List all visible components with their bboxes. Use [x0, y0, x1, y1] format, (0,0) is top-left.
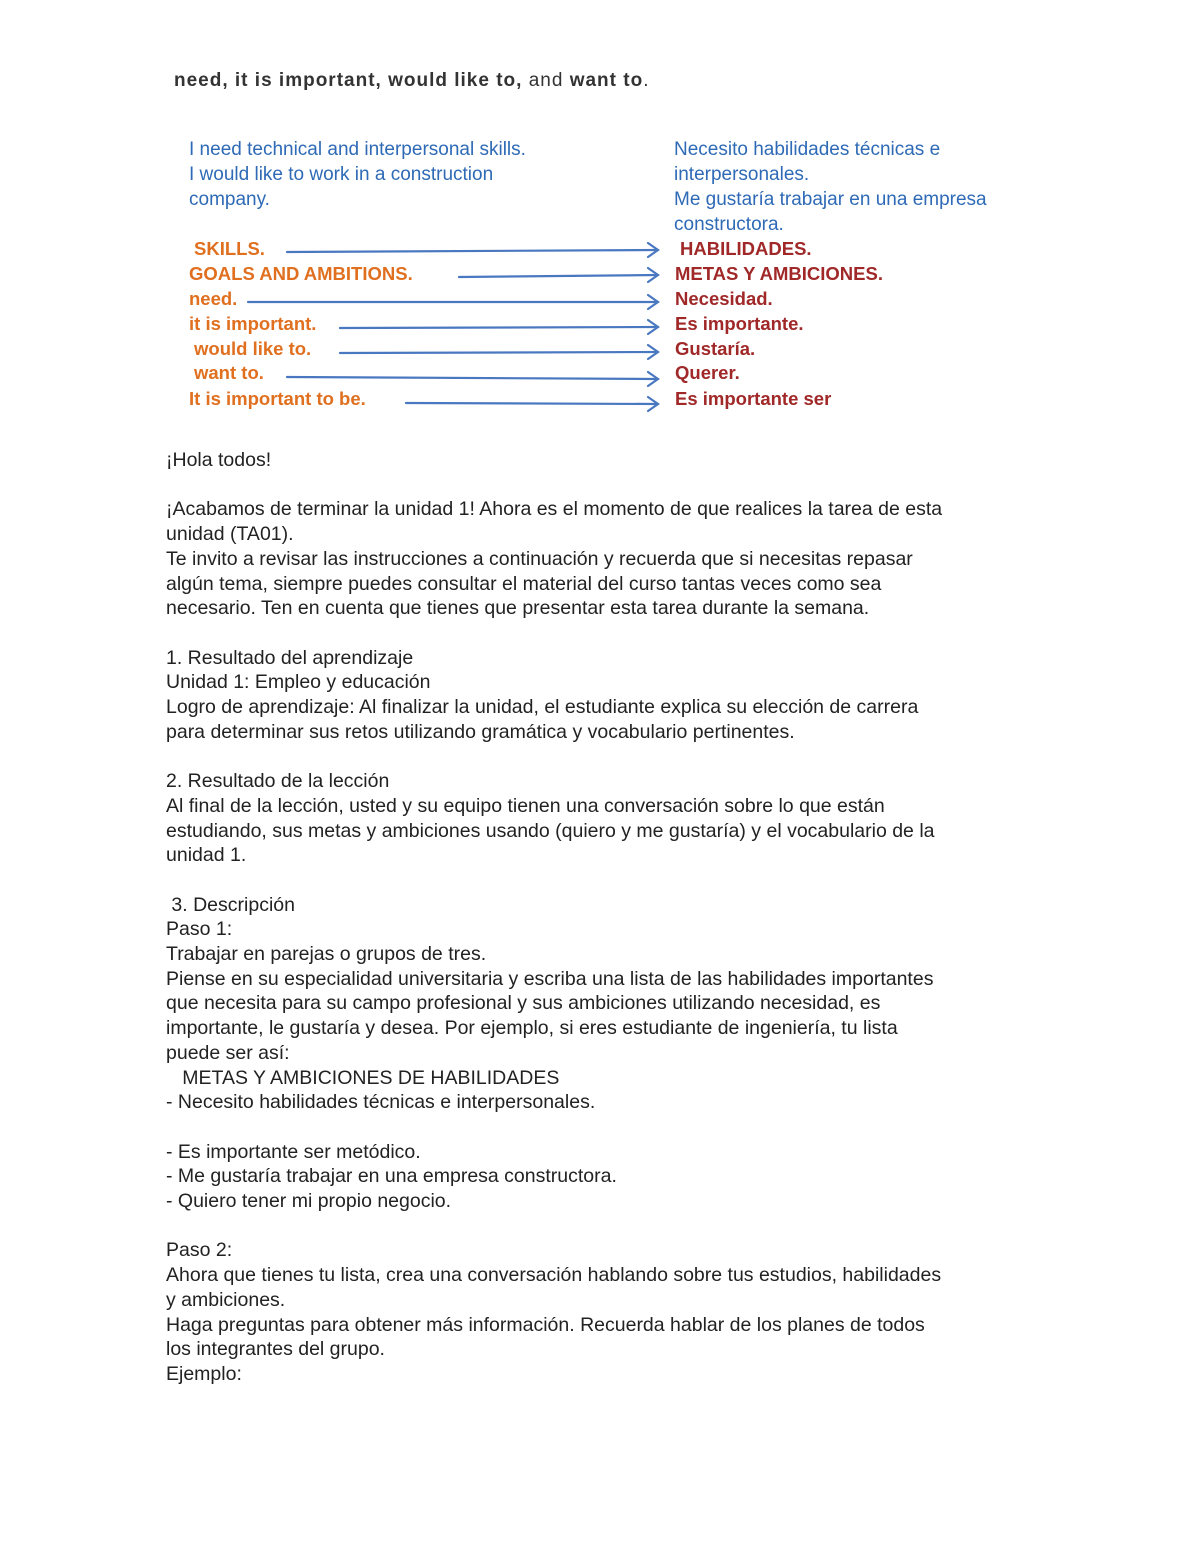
- body-line: - Es importante ser metódico.: [166, 1140, 421, 1163]
- arrow-important: [340, 327, 658, 328]
- vocab-en-want: want to.: [194, 362, 264, 383]
- body-line: 2. Resultado de la lección: [166, 770, 390, 793]
- intro-important: it is important,: [234, 70, 382, 91]
- arrow-would-like: [340, 352, 658, 353]
- body-line: Logro de aprendizaje: Al finalizar la unidad, el estudiante explica su elección de carrera: [166, 696, 919, 718]
- vocab-arrows: [0, 0, 1200, 430]
- body-line: y ambiciones.: [166, 1288, 286, 1311]
- vocab-en-important-be: It is important to be.: [189, 388, 366, 409]
- body-line: Te invito a revisar las instrucciones a continuación y recuerda que si necesitas repasar: [166, 547, 913, 570]
- body-line: ¡Acabamos de terminar la unidad 1! Ahora es el momento de que realices la tarea de esta: [166, 498, 943, 521]
- body-line: - Me gustaría trabajar en una empresa constructora.: [166, 1165, 617, 1188]
- vocab-en-need: need.: [189, 288, 238, 309]
- body-line: unidad 1.: [166, 844, 247, 867]
- body-line: 3. Descripción: [166, 893, 295, 916]
- vocab-en-goals: GOALS AND AMBITIONS.: [189, 263, 413, 284]
- arrow-important-be: [406, 403, 658, 404]
- body-line: unidad (TA01).: [166, 523, 294, 546]
- vocab-en-would-like: would like to.: [194, 338, 312, 359]
- example-en-line: I need technical and interpersonal skills.: [189, 139, 526, 160]
- example-es-line: Me gustaría trabajar en una empresa: [674, 189, 987, 210]
- vocab-es-habilidades: HABILIDADES.: [680, 238, 812, 259]
- body-line: ¡Hola todos!: [166, 449, 272, 471]
- arrow-goals: [459, 275, 658, 277]
- body-line: estudiando, sus metas y ambiciones usando (quiero y me gustaría) y el vocabulario de la: [166, 819, 935, 842]
- body-line: importante, le gustaría y desea. Por ejemplo, si eres estudiante de ingeniería, tu lista: [166, 1017, 898, 1040]
- arrow-skills: [287, 250, 658, 252]
- body-line: necesario. Ten en cuenta que tienes que presentar esta tarea durante la semana.: [166, 597, 870, 620]
- blank-line: [166, 1214, 1066, 1239]
- example-es-line: Necesito habilidades técnicas e: [674, 139, 941, 160]
- vocab-es-querer: Querer.: [675, 362, 740, 383]
- vocab-es-gustaria: Gustaría.: [675, 338, 756, 359]
- body-line: Paso 1:: [166, 918, 233, 941]
- intro-would-like: would like to,: [388, 70, 523, 91]
- body-line: Ejemplo:: [166, 1362, 242, 1385]
- blank-line: [166, 473, 1066, 498]
- intro-need: need,: [174, 70, 229, 91]
- example-es-line: constructora.: [674, 214, 784, 235]
- body-line: - Quiero tener mi propio negocio.: [166, 1190, 452, 1213]
- body-line: que necesita para su campo profesional y sus ambiciones utilizando necesidad, es: [166, 992, 881, 1015]
- blank-line: [166, 868, 1066, 893]
- example-en-line: company.: [189, 189, 270, 210]
- vocab-en-important: it is important.: [189, 313, 317, 334]
- blank-line: [166, 621, 1066, 646]
- example-es-line: interpersonales.: [674, 164, 810, 185]
- body-line: Unidad 1: Empleo y educación: [166, 671, 431, 694]
- vocab-en-skills: SKILLS.: [194, 238, 265, 259]
- body-line: Piense en su especialidad universitaria y escriba una lista de las habilidades importantes: [166, 967, 934, 990]
- body-line: Paso 2:: [166, 1239, 233, 1262]
- vocab-es-importante: Es importante.: [675, 313, 804, 334]
- vocab-es-necesidad: Necesidad.: [675, 288, 773, 309]
- body-line: - Necesito habilidades técnicas e interpersonales.: [166, 1091, 596, 1114]
- blank-line: [166, 1115, 1066, 1140]
- body-line: 1. Resultado del aprendizaje: [166, 646, 414, 669]
- intro-period: .: [643, 70, 650, 91]
- vocab-es-metas: METAS Y AMBICIONES.: [675, 263, 883, 284]
- body-line: para determinar sus retos utilizando gramática y vocabulario pertinentes.: [166, 720, 795, 743]
- body-line: Ahora que tienes tu lista, crea una conversación hablando sobre tus estudios, habilidades: [166, 1264, 942, 1287]
- vocab-es-importante-ser: Es importante ser: [675, 388, 832, 409]
- body-line: Al final de la lección, usted y su equipo tienen una conversación sobre lo que están: [166, 794, 885, 817]
- body-line: puede ser así:: [166, 1041, 290, 1064]
- body-line: Trabajar en parejas o grupos de tres.: [166, 943, 487, 965]
- intro-want: want to: [569, 70, 644, 91]
- example-en-line: I would like to work in a construction: [189, 164, 494, 185]
- arrow-want: [287, 377, 658, 379]
- body-line: algún tema, siempre puedes consultar el material del curso tantas veces como sea: [166, 572, 882, 595]
- body-line: Haga preguntas para obtener más información. Recuerda hablar de los planes de todos: [166, 1313, 925, 1336]
- body-line: los integrantes del grupo.: [166, 1338, 385, 1361]
- blank-line: [166, 744, 1066, 769]
- body-text: [166, 448, 1066, 1387]
- body-line: METAS Y AMBICIONES DE HABILIDADES: [166, 1066, 560, 1089]
- intro-and: and: [528, 70, 564, 91]
